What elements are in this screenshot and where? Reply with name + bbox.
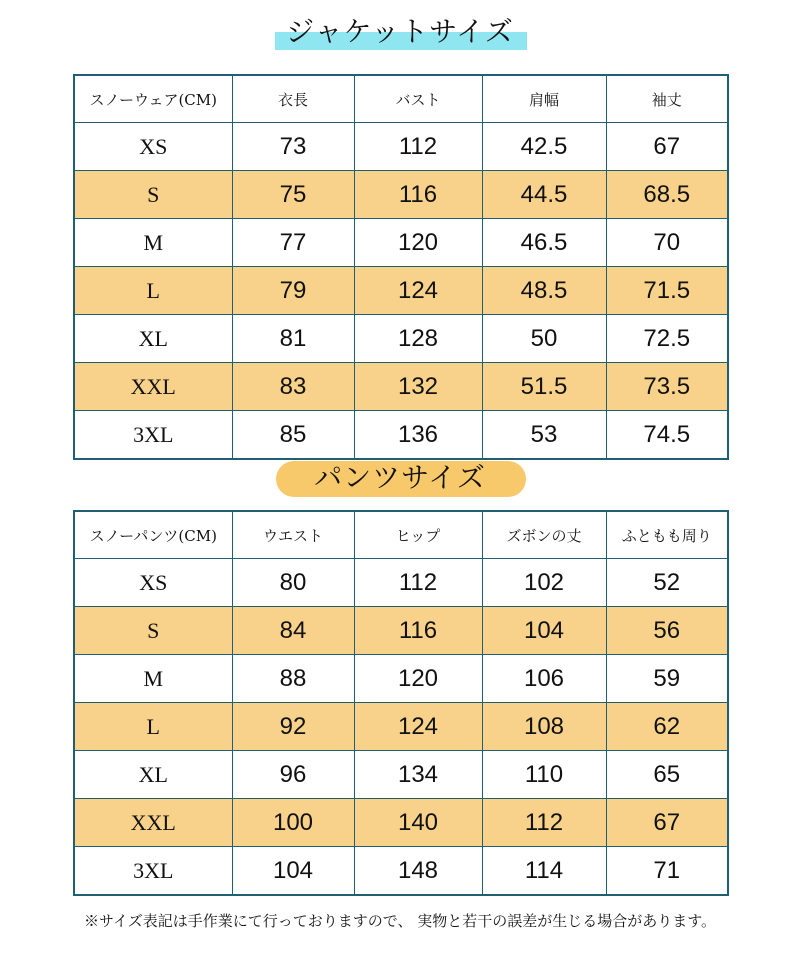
- table-cell: 71: [606, 847, 728, 896]
- pants-header-waist: ウエスト: [232, 511, 354, 559]
- jacket-header-row: [74, 75, 728, 123]
- pants-header-length: ズボンの丈: [482, 511, 606, 559]
- table-row: [74, 315, 728, 363]
- jacket-title-wrap: [0, 12, 800, 52]
- table-cell: 81: [232, 315, 354, 363]
- size-label: M: [74, 219, 232, 267]
- table-cell: 114: [482, 847, 606, 896]
- table-cell: 88: [232, 655, 354, 703]
- table-cell: 70: [606, 219, 728, 267]
- table-cell: 120: [354, 655, 482, 703]
- table-cell: 52: [606, 559, 728, 607]
- table-cell: 112: [354, 123, 482, 171]
- table-cell: 51.5: [482, 363, 606, 411]
- table-cell: 84: [232, 607, 354, 655]
- table-row: [74, 559, 728, 607]
- table-cell: 67: [606, 123, 728, 171]
- table-cell: 71.5: [606, 267, 728, 315]
- table-row: [74, 847, 728, 896]
- table-cell: 68.5: [606, 171, 728, 219]
- table-cell: 120: [354, 219, 482, 267]
- table-cell: 79: [232, 267, 354, 315]
- table-cell: 124: [354, 703, 482, 751]
- pants-title-wrap: [0, 458, 800, 498]
- table-cell: 62: [606, 703, 728, 751]
- table-cell: 48.5: [482, 267, 606, 315]
- table-cell: 96: [232, 751, 354, 799]
- table-cell: 100: [232, 799, 354, 847]
- table-cell: 132: [354, 363, 482, 411]
- size-label: S: [74, 607, 232, 655]
- jacket-header-sleeve: 袖丈: [606, 75, 728, 123]
- table-cell: 112: [482, 799, 606, 847]
- table-row: [74, 123, 728, 171]
- table-cell: 73: [232, 123, 354, 171]
- table-row: [74, 703, 728, 751]
- table-cell: 67: [606, 799, 728, 847]
- pants-header-hip: ヒップ: [354, 511, 482, 559]
- jacket-header-shoulder: 肩幅: [482, 75, 606, 123]
- size-label: XL: [74, 315, 232, 363]
- table-cell: 50: [482, 315, 606, 363]
- table-cell: 42.5: [482, 123, 606, 171]
- table-cell: 77: [232, 219, 354, 267]
- size-note: ※サイズ表記は手作業にて行っておりますので、 実物と若干の誤差が生じる場合があります。: [83, 912, 717, 930]
- table-cell: 65: [606, 751, 728, 799]
- pants-title: パンツサイズ: [314, 461, 486, 494]
- size-label: 3XL: [74, 847, 232, 896]
- table-cell: 104: [232, 847, 354, 896]
- table-cell: 128: [354, 315, 482, 363]
- table-cell: 134: [354, 751, 482, 799]
- table-cell: 44.5: [482, 171, 606, 219]
- size-label: XL: [74, 751, 232, 799]
- table-cell: 148: [354, 847, 482, 896]
- size-label: XS: [74, 123, 232, 171]
- size-label: XS: [74, 559, 232, 607]
- size-label: L: [74, 267, 232, 315]
- jacket-header-bust: バスト: [354, 75, 482, 123]
- jacket-header-length: 衣長: [232, 75, 354, 123]
- table-row: [74, 607, 728, 655]
- table-cell: 110: [482, 751, 606, 799]
- table-row: [74, 219, 728, 267]
- table-cell: 124: [354, 267, 482, 315]
- pants-size-table: [73, 510, 729, 896]
- table-cell: 75: [232, 171, 354, 219]
- table-cell: 56: [606, 607, 728, 655]
- size-label: XXL: [74, 363, 232, 411]
- table-cell: 46.5: [482, 219, 606, 267]
- table-cell: 72.5: [606, 315, 728, 363]
- table-cell: 59: [606, 655, 728, 703]
- table-cell: 116: [354, 171, 482, 219]
- table-row: [74, 171, 728, 219]
- table-cell: 102: [482, 559, 606, 607]
- size-label: 3XL: [74, 411, 232, 460]
- jacket-size-table: [73, 74, 729, 460]
- pants-header-thigh: ふともも周り: [606, 511, 728, 559]
- table-row: [74, 799, 728, 847]
- jacket-title: ジャケットサイズ: [286, 15, 514, 48]
- table-cell: 106: [482, 655, 606, 703]
- table-cell: 104: [482, 607, 606, 655]
- table-row: [74, 411, 728, 460]
- table-cell: 80: [232, 559, 354, 607]
- table-cell: 112: [354, 559, 482, 607]
- table-row: [74, 363, 728, 411]
- table-cell: 74.5: [606, 411, 728, 460]
- size-label: L: [74, 703, 232, 751]
- table-cell: 85: [232, 411, 354, 460]
- table-cell: 136: [354, 411, 482, 460]
- table-cell: 92: [232, 703, 354, 751]
- table-row: [74, 751, 728, 799]
- table-row: [74, 655, 728, 703]
- size-label: XXL: [74, 799, 232, 847]
- table-cell: 116: [354, 607, 482, 655]
- jacket-header-size: スノーウェア(CM): [74, 75, 232, 123]
- table-row: [74, 267, 728, 315]
- size-label: M: [74, 655, 232, 703]
- pants-header-size: スノーパンツ(CM): [74, 511, 232, 559]
- table-cell: 140: [354, 799, 482, 847]
- table-cell: 73.5: [606, 363, 728, 411]
- table-cell: 53: [482, 411, 606, 460]
- table-cell: 108: [482, 703, 606, 751]
- pants-header-row: [74, 511, 728, 559]
- size-label: S: [74, 171, 232, 219]
- table-cell: 83: [232, 363, 354, 411]
